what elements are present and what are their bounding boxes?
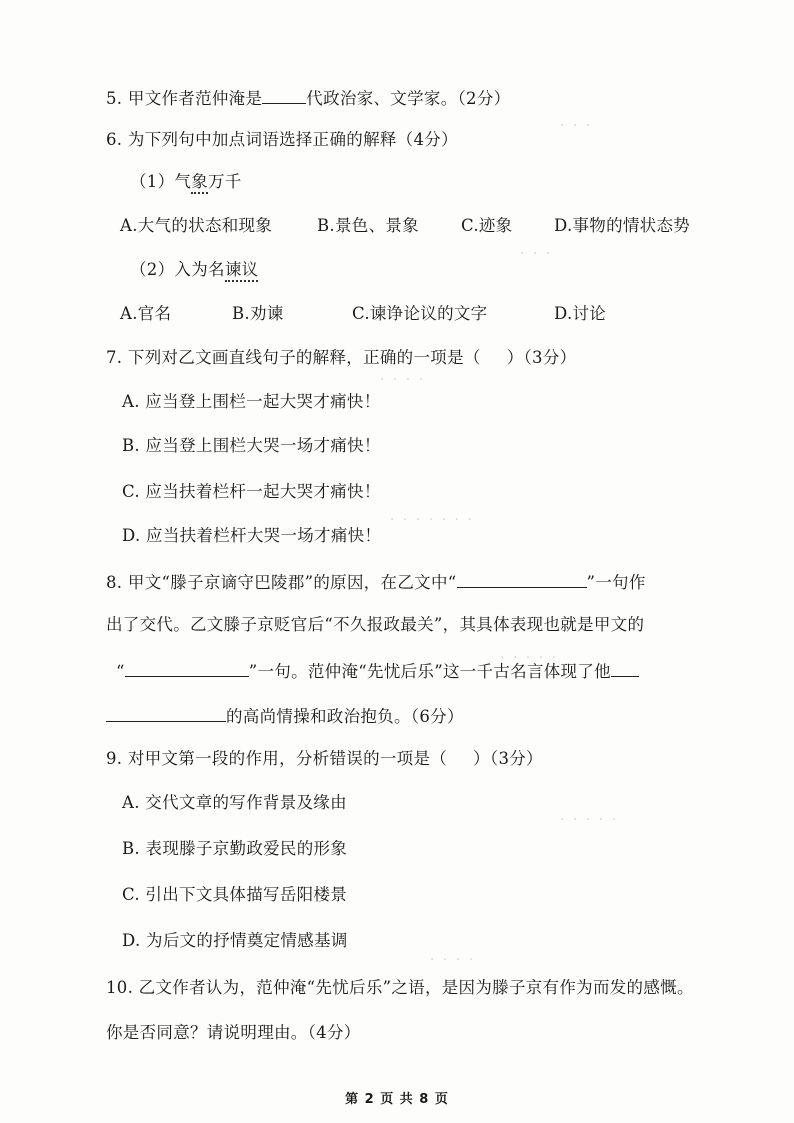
question-8-line-4: [106, 704, 464, 728]
question-5: [106, 86, 510, 110]
q7-option-d[interactable]: D. 应当扶着栏杆大哭一场才痛快！: [122, 526, 382, 545]
q8-line1-before: 8. 甲文“滕子京谪守巴陵郡”的原因，在乙文中“: [106, 573, 457, 592]
q6-sub2-dotted-word: 谏议: [225, 260, 259, 282]
question-10-line-2: 你是否同意？请说明理由。（4分）: [106, 1023, 361, 1042]
q9-option-a[interactable]: A. 交代文章的写作背景及缘由: [122, 793, 347, 812]
q6-sub2-prefix: （2）入为名: [130, 260, 225, 279]
bleed-through-text: · · · · · · ·: [390, 512, 474, 528]
q8-blank-3-end[interactable]: [106, 704, 226, 722]
q5-answer-blank[interactable]: [262, 86, 306, 104]
q6-sub2-option-b[interactable]: B.劝谏: [232, 304, 284, 323]
q5-text-before: 5. 甲文作者范仲淹是: [106, 89, 263, 108]
q9-stem-after: ）（3分）: [473, 749, 543, 768]
bleed-through-text: · · ·: [560, 118, 593, 134]
q6-sub1-option-d[interactable]: D.事物的情状态势: [554, 216, 691, 235]
q7-option-b[interactable]: B. 应当登上围栏大哭一场才痛快！: [122, 436, 381, 455]
q6-sub2-option-a[interactable]: A.官名: [120, 304, 172, 323]
q8-line3-before: “: [116, 662, 125, 681]
q7-option-a[interactable]: A. 应当登上围栏一起大哭才痛快！: [122, 392, 381, 411]
q5-text-after: 代政治家、文学家。（2分）: [306, 89, 511, 108]
bleed-through-text: · · · · ·: [560, 812, 619, 828]
q9-option-c[interactable]: C. 引出下文具体描写岳阳楼景: [122, 885, 348, 904]
question-7-stem: [106, 347, 576, 369]
q9-option-b[interactable]: B. 表现滕子京勤政爱民的形象: [122, 839, 348, 858]
q6-sub1-option-b[interactable]: B.景色、景象: [317, 216, 419, 235]
q8-blank-2[interactable]: [125, 659, 249, 677]
question-8-line-2: 出了交代。乙文滕子京贬官后“不久报政最关”，其具体表现也就是甲文的: [106, 615, 645, 634]
q6-sub1-dotted-word: 象: [191, 172, 208, 194]
q8-line1-after: ”一句作: [586, 573, 646, 592]
q7-stem-before: 7. 下列对乙文画直线句子的解释，正确的一项是（: [106, 348, 481, 367]
q6-sub1-suffix: 万千: [208, 172, 242, 191]
q6-sub1-phrase: [130, 171, 242, 193]
question-10-line-1: 10. 乙文作者认为，范仲淹“先忧后乐”之语，是因为滕子京有作为而发的感慨。: [106, 978, 694, 997]
q6-sub1-option-a[interactable]: A.大气的状态和现象: [120, 216, 273, 235]
bleed-through-text: · · · ·: [430, 952, 476, 968]
q6-sub1-prefix: （1）气: [130, 172, 192, 191]
question-8-line-3: [116, 659, 639, 683]
question-8-line-1: [106, 570, 646, 594]
question-9-stem: [106, 748, 543, 770]
q7-option-c[interactable]: C. 应当扶着栏杆一起大哭才痛快！: [122, 482, 381, 501]
q8-blank-1[interactable]: [457, 570, 587, 588]
page-number-footer: 第 2 页 共 8 页: [345, 1092, 449, 1107]
q6-sub2-option-c[interactable]: C.谏诤论议的文字: [352, 304, 488, 323]
q6-sub1-option-c[interactable]: C.迹象: [461, 216, 513, 235]
q9-option-d[interactable]: D. 为后文的抒情奠定情感基调: [122, 931, 348, 950]
q8-blank-3-start[interactable]: [611, 659, 639, 677]
q7-stem-after: ）（3分）: [506, 348, 577, 367]
q8-line4-after: 的高尚情操和政治抱负。（6分）: [226, 707, 464, 726]
bleed-through-text: · · · ·: [380, 372, 426, 388]
q6-sub2-option-d[interactable]: D.讨论: [554, 304, 607, 323]
q6-sub2-phrase: [130, 259, 258, 281]
bleed-through-text: · · ·: [520, 246, 553, 262]
q8-line3-middle: ”一句。范仲淹“先忧后乐”这一千古名言体现了他: [248, 662, 611, 681]
bleed-through-text: · · · · ·: [500, 650, 559, 666]
question-6-stem: 6. 为下列句中加点词语选择正确的解释（4分）: [106, 130, 458, 149]
q9-stem-before: 9. 对甲文第一段的作用，分析错误的一项是（: [106, 749, 448, 768]
